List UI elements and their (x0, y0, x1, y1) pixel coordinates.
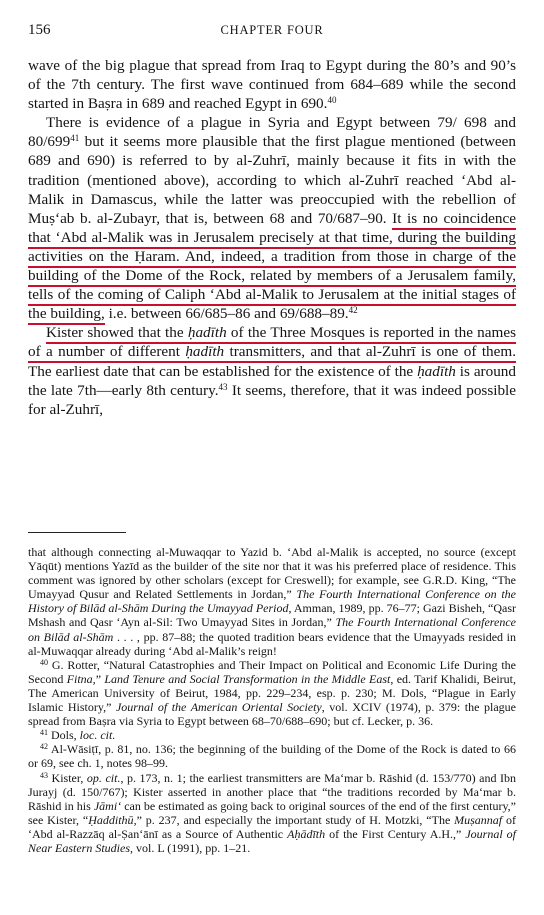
footnote-ref-40: 40 (327, 95, 337, 106)
underlined-passage-2: Kister showed that the ḥadīth of the Three Mosques is reported in the names of a number of different ḥadīth transmitters, and that al-Zuhrī is one of them. (28, 324, 516, 363)
footnote-ref-43: 43 (218, 381, 228, 392)
page-header (28, 22, 516, 42)
footnote-separator (28, 532, 126, 533)
paragraph-3: Kister showed that the ḥadīth of the Three Mosques is reported in the names of a number of different ḥadīth transmitters, and that al-Zuhrī is one of them. The earliest date that can be established for the existence of the ḥadīth is around the late 7th—early 8th century.$^{43}$ It seems, therefore, that it was indeed possible for al-Zuhrī, (28, 324, 517, 418)
footnote-41: $^{41}$ Dols, loc. cit. (40, 728, 116, 743)
paragraph-2: There is evidence of a plague in Syria and Egypt between 79/ 698 and $80/699^{41}$ but it seems more plausible that the first plague mentioned (between 689 and 690) is referred to by al-Zuhrī, mainly because it fits in with the tradition (mentioned above), according to which al-Zuhrī reached ‘Abd al-Malik in Damascus, while the latter was preoccupied with the rebellion of Muṣ‘ab b. al-Zubayr, that is, between 68 and 70/687–90. It is no coincidence that ‘Abd al-Malik was in Jerusalem precisely at that time, during the building activities on the Ḥaram. And, indeed, a tradition from those in charge of the building of the Dome of the Rock, related by members of a Jerusalem family, tells of the coming of Caliph ‘Abd al-Malik to Jerusalem at the initial stages of the building, i.e. between 66/685–86 and 69/688–89.42 (28, 113, 516, 323)
footnote-ref-42: 42 (348, 305, 358, 316)
page-number: 156 (28, 22, 51, 38)
paragraph-1: wave of the big plague that spread from Iraq to Egypt during the 80’s and 90’s of the 7th century. The first wave continued from 684–689 while the second started in Baṣra in 689 and reached Egypt in 690.40 (28, 57, 516, 113)
footnote-40: $^{40}$ G. Rotter, “Natural Catastrophies and Their Impact on Political and Economic Life During the Second Fitna,” Land Tenure and Social Transformation in the Middle East, ed. Tarif Khalidi, Beirut, The American University of Beirut, 1984, pp. 229–234, esp. p. 230; M. Dols, “Plague in Early Islamic History,” Journal of the American Oriental Society, vol. XCIV (1974), p. 379: the plague spread from Baṣra via Syria to Egypt between 68–70/688–690; but cf. Lecker, p. 36. (28, 657, 517, 729)
footnote-continuation: that although connecting al-Muwaqqar to Yazid b. ‘Abd al-Malik is accepted, no source (except Yāqūt) mentions Yazīd as the builder of the site nor that it was his preferred place of residence. This comment was ignored by other scholars (except for Creswell); for example, see G.R.D. King, “The Umayyad Qusur and Related Settlements in Jordan,” The Fourth International Conference on the History of Bilād al-Shām During the Umayyad Period, Amman, 1989, pp. 76–77; Gazi Bisheh, “Qasr Mshash and Qasr ‘Ayn al-Sil: Two Umayyad Sites in Jordan,” The Fourth International Conference on Bilād al-Shām . . . , pp. 87–88; the quoted tradition bears evidence that the Umayyads resided in al-Muwaqqar already during ‘Abd al-Malik’s reign! (28, 545, 517, 658)
underlined-passage-1: It is no coincidence that ‘Abd al-Malik was in Jerusalem precisely at that time, during the building activities on the Ḥaram. And, indeed, a tradition from those in charge of the building of the Dome of the Rock, related by members of a Jerusalem family, tells of the coming of Caliph ‘Abd al-Malik to Jerusalem at the initial stages of the building, (28, 210, 516, 325)
footnote-ref-41: 41 (70, 133, 80, 144)
footnote-42: $^{42}$ Al-Wāsiṭī, p. 81, no. 136; the beginning of the building of the Dome of the Rock is dated to 66 or 69, see ch. 1, notes 98–99. (28, 742, 516, 771)
footnotes (28, 545, 516, 855)
footnote-43: $^{43}$ Kister, op. cit., p. 173, n. 1; the earliest transmitters are Ma‘mar b. Rāshid (d. 153/770) and Ibn Jurayj (d. 150/767); Kister asserted in another place that “the traditions recorded by Ma‘mar b. Rāshid in his Jāmi‘ can be estimated as going back to original sources of the end of the first century,” see Kister, “Ḥaddithū,” p. 237, and especially the important study of H. Motzki, “The Muṣannaf of ‘Abd al-Razzāq al-Ṣan‘ānī as a Source of Authentic Aḥādīth of the First Century A.H.,” Journal of Near Eastern Studies, vol. L (1991), pp. 1–21. (28, 770, 517, 855)
running-head: CHAPTER FOUR (220, 23, 324, 37)
main-text (28, 56, 516, 419)
